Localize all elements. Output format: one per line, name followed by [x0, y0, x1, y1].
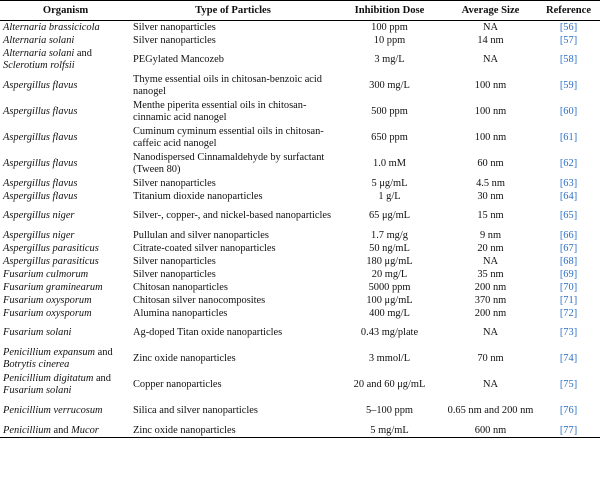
reference-cell [537, 177, 600, 190]
reference-cell [537, 320, 600, 346]
table-row [0, 346, 600, 372]
table-row [0, 398, 600, 424]
table-row [0, 73, 600, 99]
table-row [0, 125, 600, 151]
organism-cell: Aspergillus parasiticus [3, 255, 99, 267]
header-organism: Organism [0, 1, 131, 21]
table-row [0, 229, 600, 242]
reference-cell [537, 294, 600, 307]
table-row [0, 47, 600, 73]
organism-cell: Aspergillus flavus [3, 190, 78, 202]
reference-link[interactable]: [72] [559, 307, 578, 319]
reference-cell [537, 281, 600, 294]
size-cell: 0.65 nm and 200 nm [447, 405, 534, 416]
particles-cell: Nanodispersed Cinnamaldehyde by surfactant (Tween 80) [133, 152, 325, 175]
organism-cell: Aspergillus niger [3, 210, 75, 221]
table-row [0, 242, 600, 255]
dose-cell: 5000 ppm [368, 281, 411, 293]
particles-cell: Titanium dioxide nanoparticles [133, 190, 263, 202]
table-row [0, 203, 600, 229]
organism-cell: Aspergillus niger [3, 229, 75, 241]
reference-cell [537, 151, 600, 177]
particles-cell: Pullulan and silver nanoparticles [133, 229, 269, 241]
particles-cell: Menthe piperita essential oils in chitosan-cinnamic acid nanogel [133, 100, 307, 123]
reference-link[interactable]: [77] [559, 424, 578, 436]
size-cell: 35 nm [477, 268, 504, 280]
reference-cell [537, 255, 600, 268]
organism-cell: Penicillium digitatum and Fusarium solani [3, 373, 111, 396]
dose-cell: 650 ppm [371, 132, 408, 143]
particles-cell: Silver nanoparticles [133, 268, 216, 280]
dose-cell: 20 and 60 μg/mL [353, 379, 426, 390]
particles-cell: Silver nanoparticles [133, 177, 216, 189]
dose-cell: 5–100 ppm [365, 405, 414, 416]
particles-cell: Silver nanoparticles [133, 255, 216, 267]
dose-cell: 65 μg/mL [368, 210, 411, 221]
organism-cell: Fusarium oxysporum [3, 307, 92, 319]
particles-cell: Silica and silver nanoparticles [133, 405, 258, 416]
size-cell: 15 nm [477, 210, 504, 221]
reference-cell [537, 398, 600, 424]
organism-cell: Penicillium and Mucor [0, 424, 131, 438]
reference-cell [537, 99, 600, 125]
reference-link[interactable]: [74] [559, 353, 578, 364]
header-row [0, 1, 600, 21]
table-row [0, 21, 600, 35]
organism-cell: Fusarium oxysporum [3, 294, 92, 306]
dose-cell: 300 mg/L [369, 80, 410, 91]
organism-cell: Fusarium graminearum [3, 281, 103, 293]
dose-cell: 50 ng/mL [369, 242, 410, 254]
reference-link[interactable]: [60] [559, 106, 578, 117]
particles-cell: Chitosan silver nanocomposites [133, 294, 266, 306]
organism-cell: Alternaria solani [3, 34, 75, 46]
table-row [0, 190, 600, 203]
size-cell: NA [482, 327, 498, 338]
dose-cell: 10 ppm [373, 34, 406, 46]
organism-cell: Penicillium verrucosum [3, 405, 103, 416]
reference-link[interactable]: [61] [559, 132, 578, 143]
dose-cell: 100 ppm [371, 21, 408, 33]
particles-cell: Silver nanoparticles [133, 34, 216, 46]
reference-link[interactable]: [70] [559, 281, 578, 293]
table-row [0, 294, 600, 307]
particles-cell: Citrate-coated silver nanoparticles [133, 242, 276, 254]
dose-cell: 1 g/L [378, 190, 401, 202]
header-reference: Reference [537, 1, 600, 21]
size-cell: 30 nm [477, 190, 504, 202]
size-cell: NA [482, 21, 498, 33]
reference-link[interactable]: [68] [559, 255, 578, 267]
reference-cell [537, 372, 600, 398]
particles-cell: Cuminum cyminum essential oils in chitosan-caffeic acid nanogel [133, 126, 324, 149]
dose-cell: 5 mg/mL [335, 424, 444, 438]
table-row [0, 34, 600, 47]
organism-cell: Penicillium expansum and Botrytis cinerea [3, 347, 113, 370]
header-dose: Inhibition Dose [335, 1, 444, 21]
particles-cell: Ag-doped Titan oxide nanoparticles [133, 327, 283, 338]
organism-cell: Alternaria solani and Sclerotium rolfsii [3, 48, 92, 71]
dose-cell: 100 μg/mL [366, 294, 413, 306]
particles-cell: Silver nanoparticles [133, 21, 216, 33]
header-size: Average Size [444, 1, 537, 21]
reference-cell [537, 47, 600, 73]
particles-cell: Silver-, copper-, and nickel-based nanoparticles [133, 210, 332, 221]
organism-cell: Alternaria brassicicola [3, 21, 100, 33]
reference-cell [537, 268, 600, 281]
reference-link[interactable]: [76] [559, 405, 578, 416]
particles-cell: Copper nanoparticles [133, 379, 222, 390]
reference-link[interactable]: [67] [559, 242, 578, 254]
table-body [0, 21, 600, 438]
table-row [0, 320, 600, 346]
reference-link[interactable]: [75] [559, 379, 578, 390]
size-cell: 20 nm [477, 242, 504, 254]
dose-cell: 1.0 mM [373, 158, 406, 169]
reference-link[interactable]: [63] [559, 177, 578, 189]
reference-cell [537, 229, 600, 242]
table-row [0, 177, 600, 190]
dose-cell: 3 mmol/L [368, 353, 411, 364]
reference-link[interactable]: [56] [559, 21, 578, 33]
header-particles: Type of Particles [131, 1, 335, 21]
reference-link[interactable]: [65] [559, 210, 578, 221]
table-row [0, 424, 600, 438]
table-row [0, 255, 600, 268]
reference-cell [537, 424, 600, 438]
size-cell: 70 nm [477, 353, 504, 364]
reference-link[interactable]: [73] [559, 327, 578, 338]
reference-link[interactable]: [64] [559, 190, 578, 202]
dose-cell: 5 μg/mL [371, 177, 408, 189]
reference-cell [537, 125, 600, 151]
size-cell: 4.5 nm [476, 177, 505, 189]
particles-cell: Chitosan nanoparticles [133, 281, 228, 293]
table-row [0, 307, 600, 320]
reference-link[interactable]: [71] [559, 294, 578, 306]
organism-cell: Aspergillus flavus [3, 177, 78, 189]
size-cell: 100 nm [474, 106, 507, 117]
reference-cell [537, 73, 600, 99]
reference-link[interactable]: [59] [559, 80, 578, 91]
reference-link[interactable]: [66] [559, 229, 578, 241]
organism-cell: Aspergillus flavus [3, 106, 78, 117]
reference-link[interactable]: [69] [559, 268, 578, 280]
dose-cell: 500 ppm [371, 106, 408, 117]
size-cell: 200 nm [474, 307, 507, 319]
size-cell: 100 nm [474, 80, 507, 91]
particles-cell: Alumina nanoparticles [133, 307, 228, 319]
organism-cell: Aspergillus parasiticus [3, 242, 99, 254]
reference-link[interactable]: [58] [559, 54, 578, 65]
table-row [0, 268, 600, 281]
table-row [0, 281, 600, 294]
organism-cell: Fusarium culmorum [3, 268, 89, 280]
organism-cell: Aspergillus flavus [3, 80, 78, 91]
reference-cell [537, 190, 600, 203]
size-cell: NA [482, 379, 498, 390]
size-cell: 60 nm [477, 158, 504, 169]
size-cell: 9 nm [479, 229, 502, 241]
particles-cell: Thyme essential oils in chitosan-benzoic acid nanogel [133, 74, 322, 97]
reference-cell [537, 203, 600, 229]
dose-cell: 0.43 mg/plate [360, 327, 419, 338]
size-cell: 600 nm [444, 424, 537, 438]
size-cell: NA [482, 255, 498, 267]
particles-cell: PEGylated Mancozeb [133, 54, 224, 65]
dose-cell: 20 mg/L [371, 268, 408, 280]
table-row [0, 372, 600, 398]
table-row [0, 99, 600, 125]
organism-cell: Aspergillus flavus [3, 158, 78, 169]
particles-cell: Zinc oxide nanoparticles [133, 353, 236, 364]
table-row [0, 151, 600, 177]
size-cell: 370 nm [474, 294, 507, 306]
dose-cell: 3 mg/L [374, 54, 405, 65]
reference-link[interactable]: [57] [559, 34, 578, 46]
reference-cell [537, 21, 600, 35]
reference-cell [537, 307, 600, 320]
dose-cell: 400 mg/L [369, 307, 410, 319]
reference-cell [537, 34, 600, 47]
size-cell: 200 nm [474, 281, 507, 293]
organism-cell: Fusarium solani [3, 327, 72, 338]
dose-cell: 180 μg/mL [366, 255, 413, 267]
dose-cell: 1.7 mg/g [371, 229, 408, 241]
size-cell: 100 nm [474, 132, 507, 143]
reference-cell [537, 242, 600, 255]
size-cell: NA [482, 54, 498, 65]
size-cell: 14 nm [477, 34, 504, 46]
reference-link[interactable]: [62] [559, 158, 578, 169]
particles-cell: Zinc oxide nanoparticles [131, 424, 335, 438]
organism-cell: Aspergillus flavus [3, 132, 78, 143]
reference-cell [537, 346, 600, 372]
